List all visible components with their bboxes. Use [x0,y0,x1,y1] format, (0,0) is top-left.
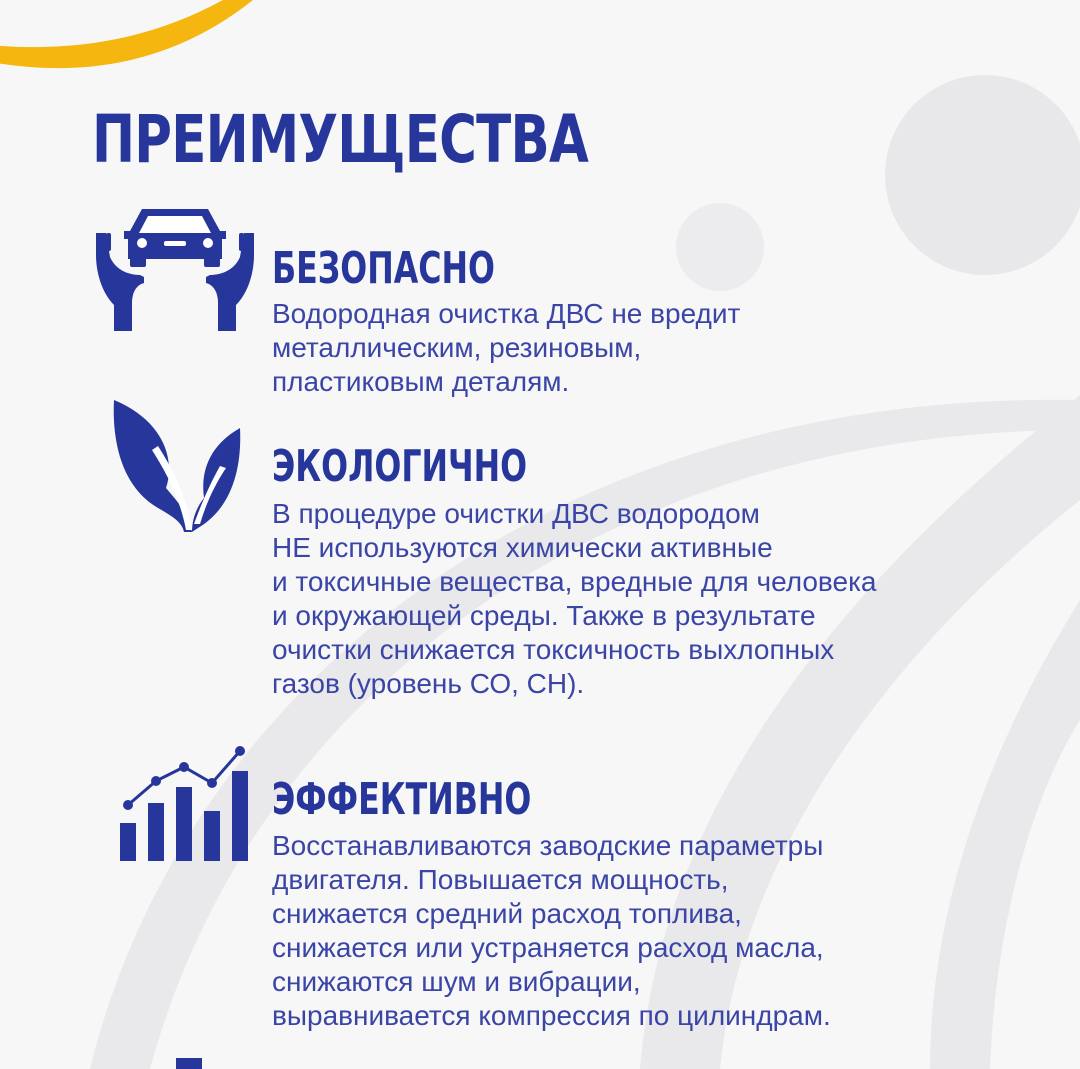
feature-heading-effective: ЭФФЕКТИВНО [272,774,532,825]
feature-heading-safe: БЕЗОПАСНО [272,243,495,294]
feature-heading-eco: ЭКОЛОГИЧНО [272,441,528,492]
growth-chart-icon [118,745,252,865]
page-title: ПРЕИМУЩЕСТВА [92,101,589,178]
feature-description-eco: В процедуре очистки ДВС водородом НЕ используются химически активные и токсичные вещества, вредные для человека и окружающей среды. Также в результате очистки снижается токсичность выхлопных газов (уровень СО, СН). [272,498,877,699]
feature-description-effective: Восстанавливаются заводские параметры двигателя. Повышается мощность, снижается средний расход топлива, снижается или устраняется расход масла, снижаются шум и вибрации, выравнивается компрессия по цилиндрам. [272,830,831,1031]
feature-description-safe: Водородная очистка ДВС не вредит металлическим, резиновым, пластиковым деталям. [272,298,741,397]
car-in-hands-icon [92,203,258,333]
leaf-icon [108,398,246,536]
